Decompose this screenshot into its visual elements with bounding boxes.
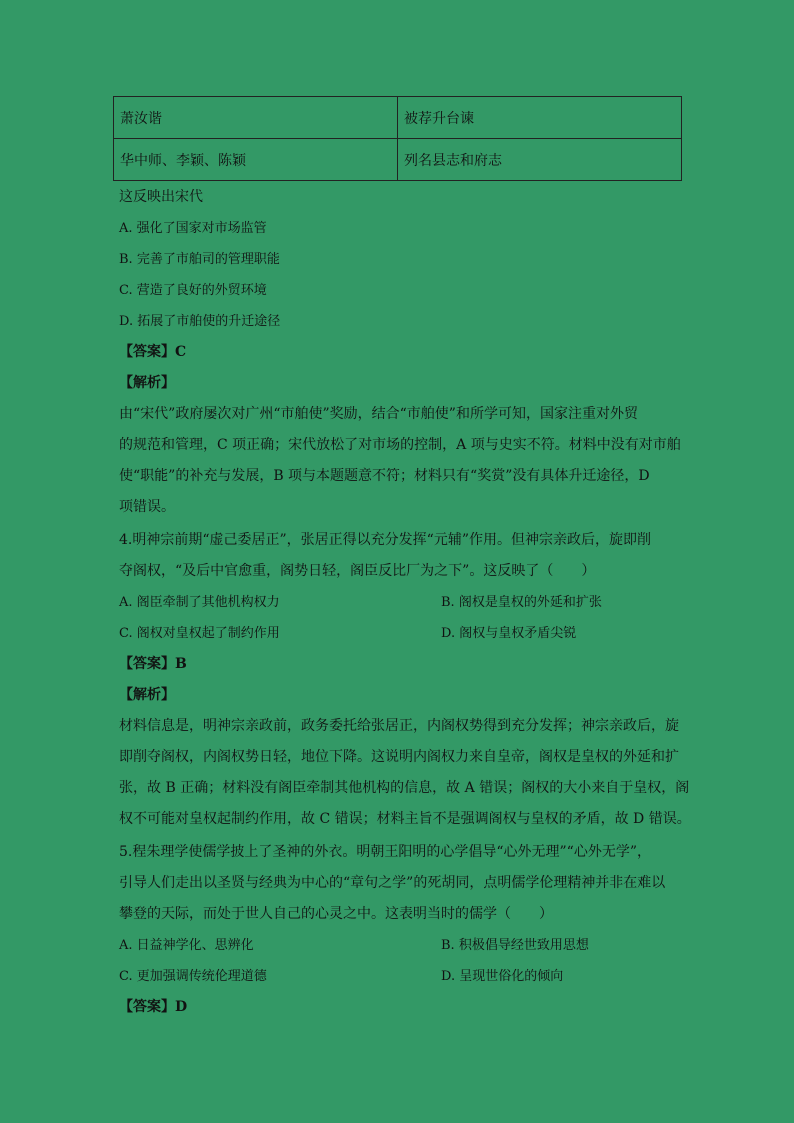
analysis-line: 权不可能对皇权起制约作用，故 C 错误；材料主旨不是强调阁权与皇权的矛盾，故 D 错误。	[119, 811, 691, 827]
question-stem: 夺阁权，“及后中官愈重，阁势日轻，阁臣反比厂为之下”。这反映了（ ）	[119, 563, 596, 579]
analysis-line: 项错误。	[119, 499, 175, 515]
question-stem: 引导人们走出以圣贤与经典为中心的“章句之学”的死胡同，点明儒学伦理精神并非在难以	[119, 875, 666, 891]
option-row	[119, 618, 679, 649]
answer-label: 【答案】B	[119, 656, 187, 672]
option-c: C. 更加强调传统伦理道德	[119, 969, 267, 984]
answer-label: 【答案】C	[119, 344, 187, 360]
option-a: A. 阁臣牵制了其他机构权力	[119, 595, 280, 610]
option-c: C. 阁权对皇权起了制约作用	[119, 626, 280, 641]
table-cell: 被荐升台谏	[398, 97, 682, 139]
award-table	[113, 96, 682, 181]
option-d: D. 呈现世俗化的倾向	[441, 969, 564, 984]
option-a: A. 强化了国家对市场监管	[119, 221, 267, 236]
question-5-section	[119, 837, 679, 1023]
table-cell: 华中师、李颖、陈颖	[114, 139, 398, 181]
question-stem: 攀登的天际，而处于世人自己的心灵之中。这表明当时的儒学（ ）	[119, 906, 553, 922]
question-3-section	[119, 182, 679, 523]
option-d: D. 阁权与皇权矛盾尖锐	[441, 626, 577, 641]
option-c: C. 营造了良好的外贸环境	[119, 283, 267, 298]
option-b: B. 阁权是皇权的外延和扩张	[441, 595, 602, 610]
table-row	[114, 97, 682, 139]
question-4-section	[119, 525, 691, 835]
option-row	[119, 961, 679, 992]
answer-label: 【答案】D	[119, 999, 188, 1015]
analysis-label: 【解析】	[119, 375, 175, 391]
question-stem: 4.明神宗前期“虚己委居正”，张居正得以充分发挥“元辅”作用。但神宗亲政后，旋即削	[119, 532, 651, 548]
analysis-line: 张，故 B 正确；材料没有阁臣牵制其他机构的信息，故 A 错误；阁权的大小来自于皇权，阁	[119, 780, 690, 796]
option-row	[119, 587, 679, 618]
table-cell: 萧汝谐	[114, 97, 398, 139]
option-b: B. 积极倡导经世致用思想	[441, 938, 589, 953]
option-row	[119, 930, 679, 961]
analysis-line: 的规范和管理，C 项正确；宋代放松了对市场的控制，A 项与史实不符。材料中没有对市舶	[119, 437, 681, 453]
option-b: B. 完善了市舶司的管理职能	[119, 252, 280, 267]
analysis-line: 使“职能”的补充与发展，B 项与本题题意不符；材料只有“奖赏”没有具体升迁途径，D	[119, 468, 650, 484]
question-stem: 5.程朱理学使儒学披上了圣神的外衣。明朝王阳明的心学倡导“心外无理”“心外无学”，	[119, 844, 651, 860]
table-cell: 列名县志和府志	[398, 139, 682, 181]
question-stem: 这反映出宋代	[119, 189, 203, 205]
analysis-line: 由“宋代”政府屡次对广州“市舶使”奖励，结合“市舶使”和所学可知，国家注重对外贸	[119, 406, 638, 422]
analysis-label: 【解析】	[119, 687, 175, 703]
analysis-line: 即削夺阁权，内阁权势日轻，地位下降。这说明内阁权力来自皇帝，阁权是皇权的外延和扩	[119, 749, 679, 765]
option-a: A. 日益神学化、思辨化	[119, 938, 254, 953]
analysis-line: 材料信息是，明神宗亲政前，政务委托给张居正，内阁权势得到充分发挥；神宗亲政后，旋	[119, 718, 679, 734]
table-row	[114, 139, 682, 181]
option-d: D. 拓展了市舶使的升迁途径	[119, 314, 281, 329]
